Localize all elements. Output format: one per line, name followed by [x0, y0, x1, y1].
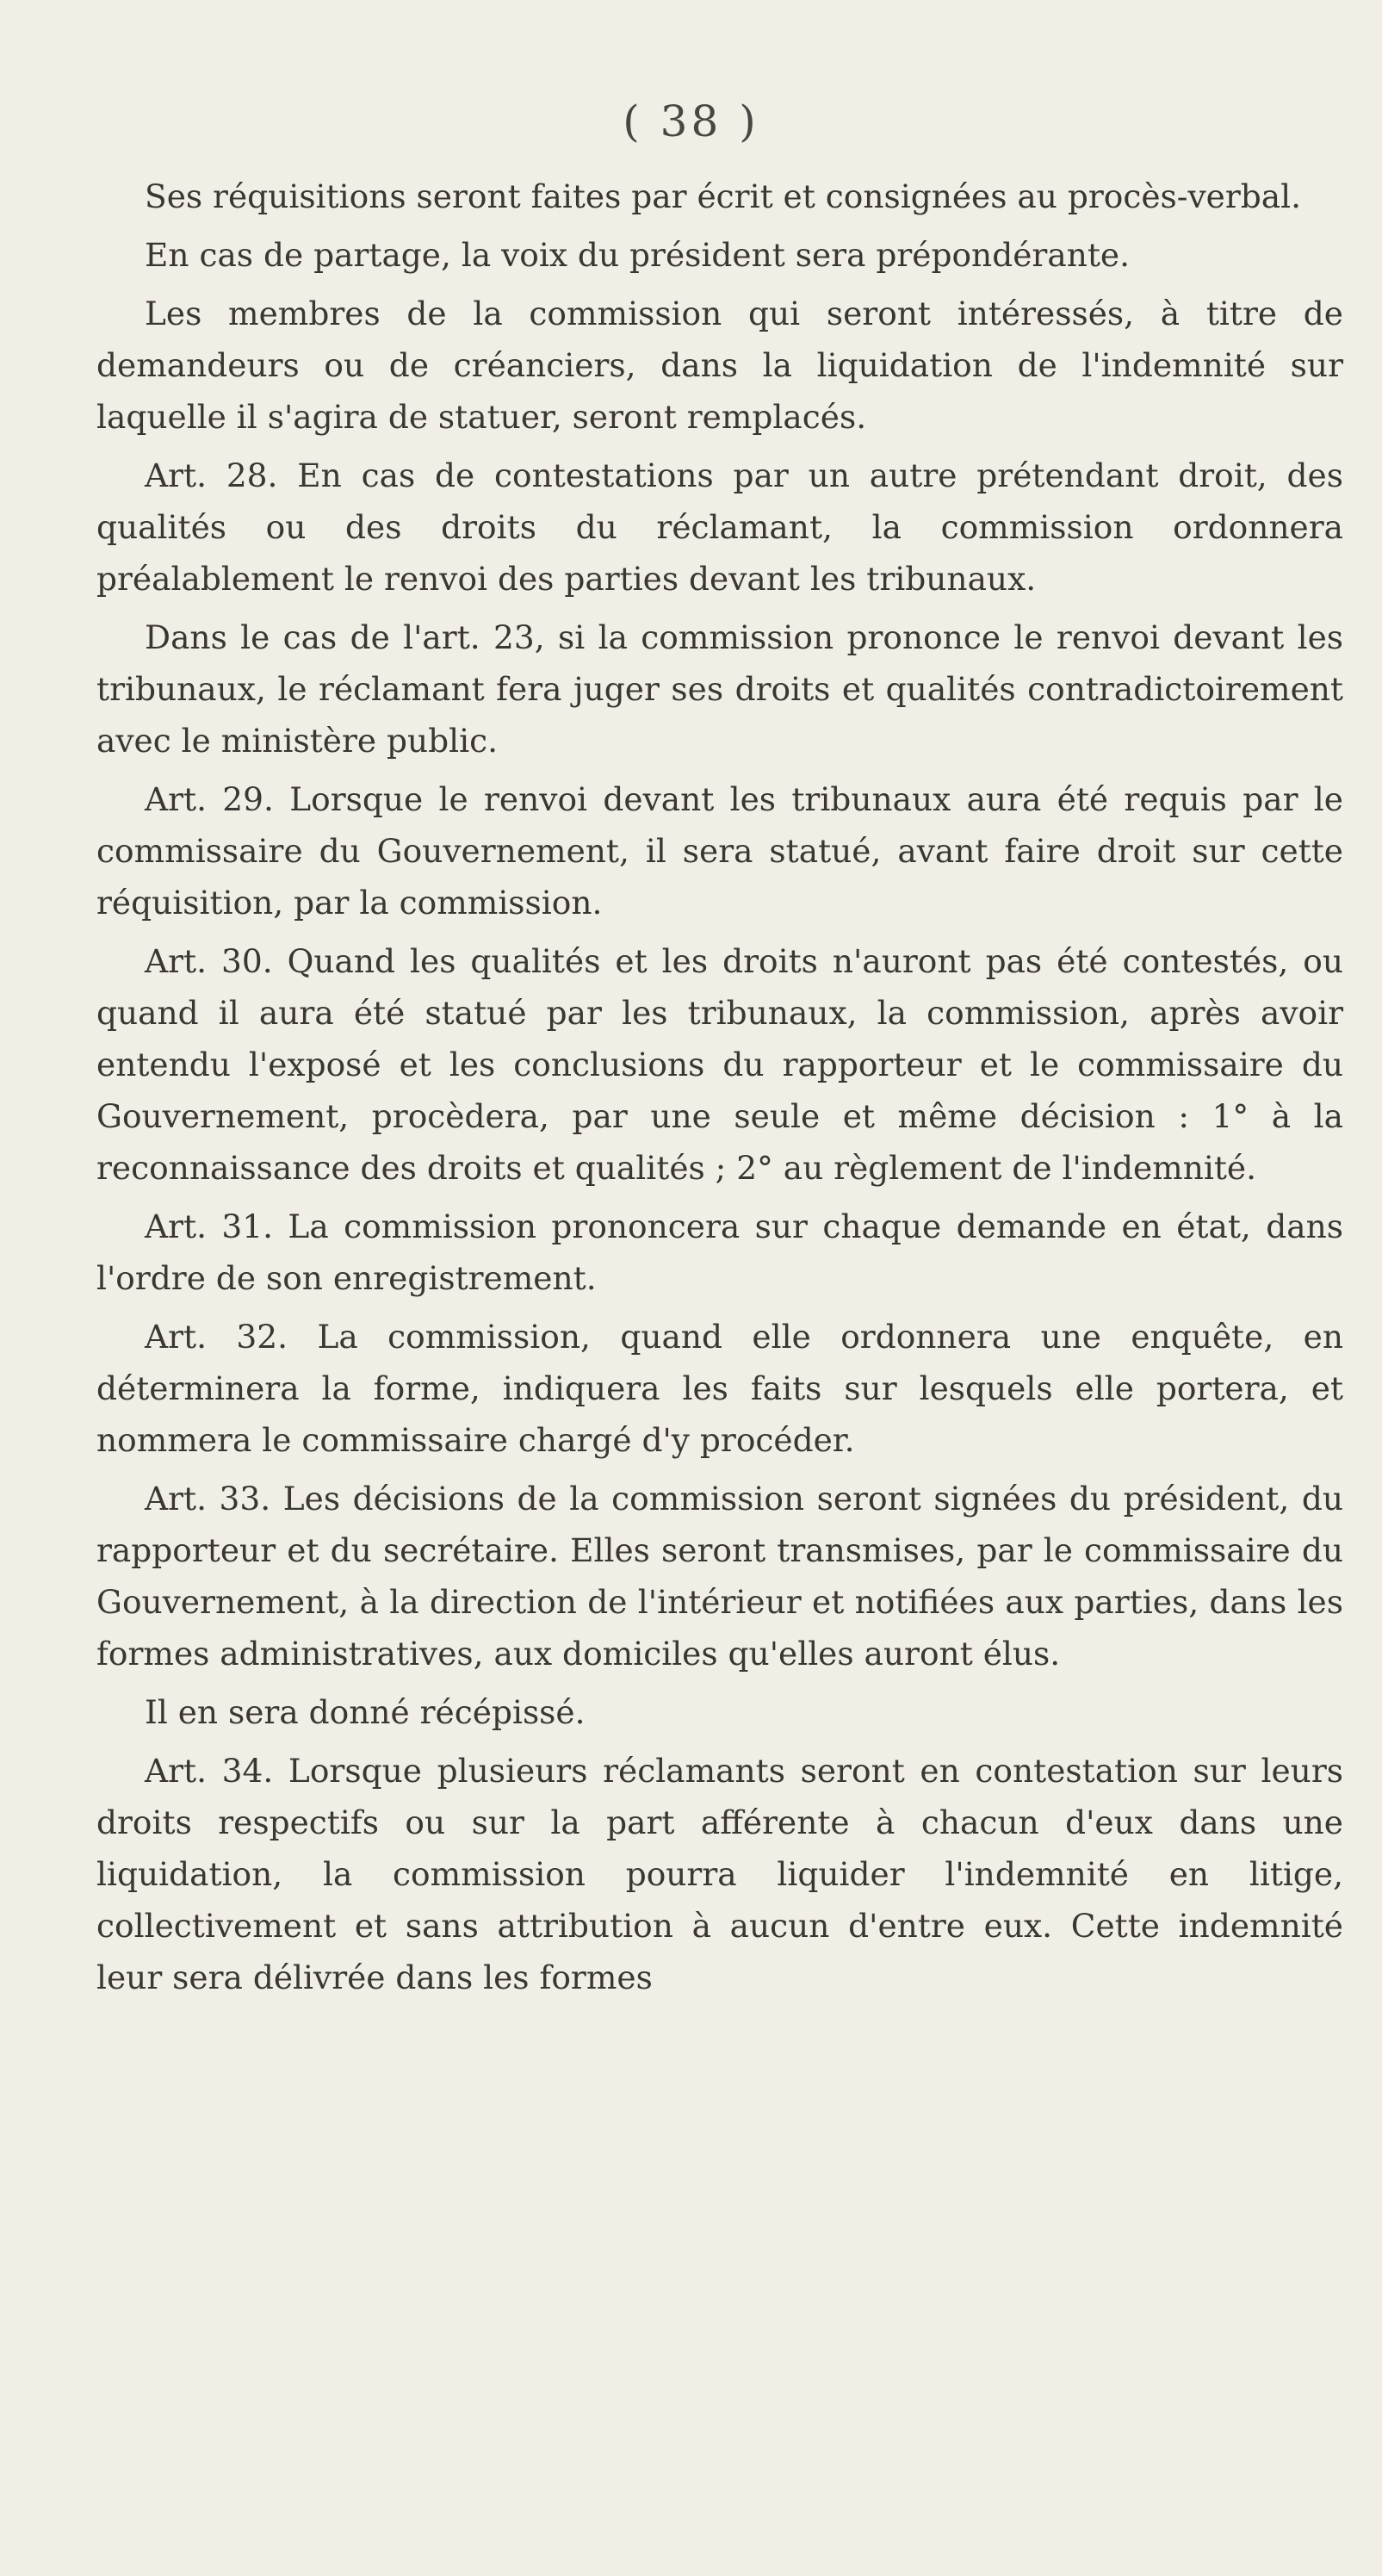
paragraph-partage: En cas de partage, la voix du président sera prépondérante. [145, 236, 1131, 274]
page-body [96, 171, 1343, 2010]
paragraph-art-23-renvoi: Dans le cas de l'art. 23, si la commission prononce le renvoi devant les tribunaux, le réclamant fera juger ses droits et qualités contradictoirement avec le ministère public. [96, 618, 1343, 760]
paragraph-membres: Les membres de la commission qui seront intéressés, à titre de demandeurs ou de créanciers, dans la liquidation de l'indemnité sur laquelle il s'agira de statuer, seront remplacés. [96, 295, 1343, 436]
paragraph-art-29: Art. 29. Lorsque le renvoi devant les tribunaux aura été requis par le commissaire du Gouvernement, il sera statué, avant faire droit sur cette réquisition, par la commission. [96, 780, 1343, 922]
paragraph-recepisse: Il en sera donné récépissé. [145, 1693, 586, 1731]
paragraph-requisitions: Ses réquisitions seront faites par écrit et consignées au procès-verbal. [145, 177, 1302, 215]
paragraph-art-34: Art. 34. Lorsque plusieurs réclamants seront en contestation sur leurs droits respectifs ou sur la part afférente à chacun d'eux dans une liquidation, la commission pourra liquider l'indemnité en litige, collectivement et sans attribution à aucun d'entre eux. Cette indemnité leur sera délivrée dans les formes [96, 1752, 1343, 1996]
paragraph-art-32: Art. 32. La commission, quand elle ordonnera une enquête, en déterminera la forme, indiquera les faits sur lesquels elle portera, et nommera le commissaire chargé d'y procéder. [96, 1318, 1343, 1459]
paragraph-art-31: Art. 31. La commission prononcera sur chaque demande en état, dans l'ordre de son enregistrement. [96, 1207, 1343, 1297]
page-number: ( 38 ) [623, 96, 759, 146]
paragraph-art-30: Art. 30. Quand les qualités et les droits n'auront pas été contestés, ou quand il aura été statué par les tribunaux, la commission, après avoir entendu l'exposé et les conclusions du rapporteur et le commissaire du Gouvernement, procèdera, par une seule et même décision : 1° à la reconnaissance des droits et qualités ; 2° au règlement de l'indemnité. [96, 942, 1343, 1187]
paragraph-art-33: Art. 33. Les décisions de la commission seront signées du président, du rapporteur et du secrétaire. Elles seront transmises, par le commissaire du Gouvernement, à la direction de l'intérieur et notifiées aux parties, dans les formes administratives, aux domiciles qu'elles auront élus. [96, 1480, 1343, 1673]
paragraph-art-28: Art. 28. En cas de contestations par un autre prétendant droit, des qualités ou des droits du réclamant, la commission ordonnera préalablement le renvoi des parties devant les tribunaux. [96, 456, 1343, 598]
